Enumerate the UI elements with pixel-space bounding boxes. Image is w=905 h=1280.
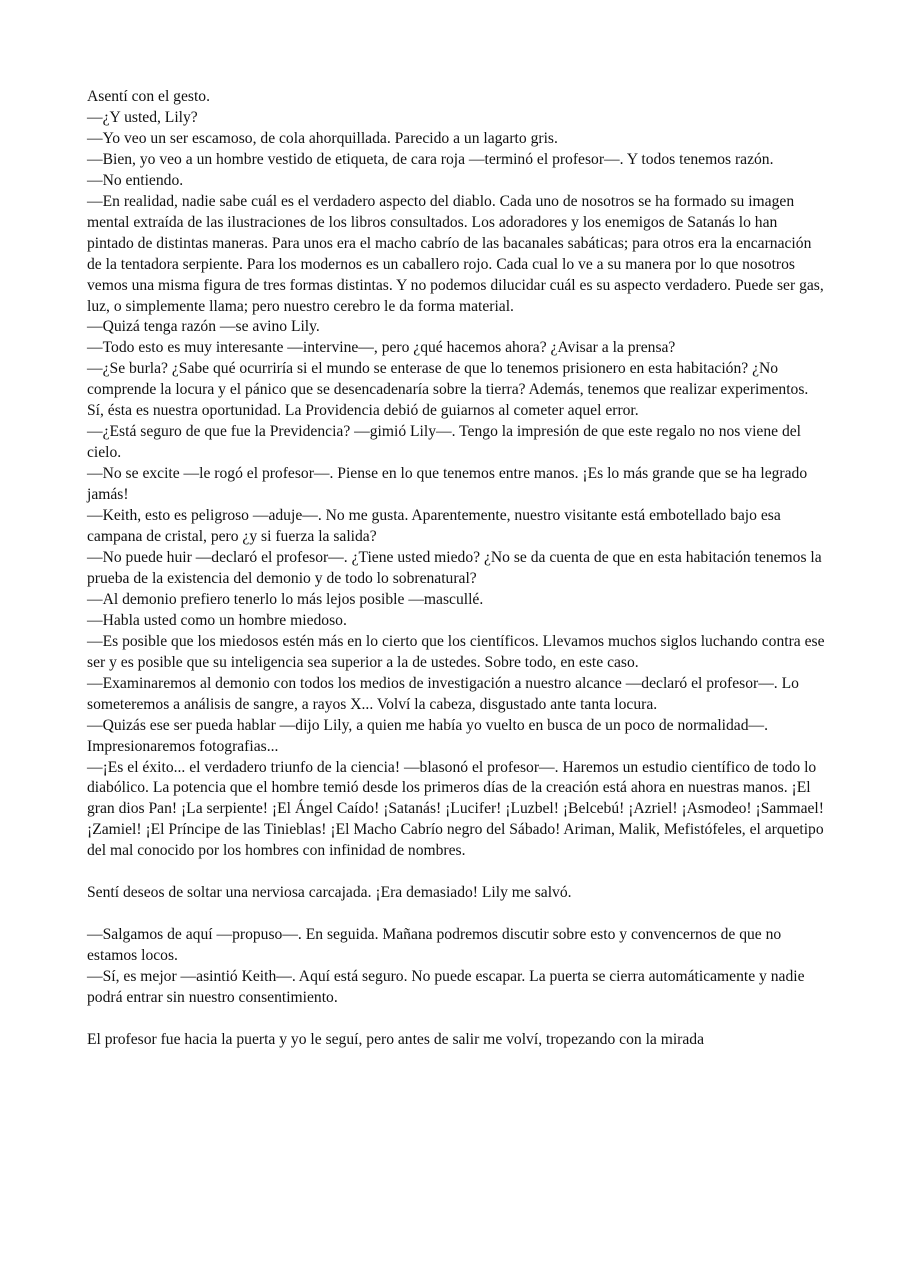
paragraph: —Sí, es mejor —asintió Keith—. Aquí está seguro. No puede escapar. La puerta se cierra automáticamente y nadie podrá entrar sin nuestro consentimiento. [87, 968, 805, 1006]
paragraph: —Es posible que los miedosos estén más en lo cierto que los científicos. Llevamos muchos siglos luchando contra ese ser y es posible que su inteligencia sea superior a la de ustedes. Sobre todo, en este caso. [87, 632, 825, 671]
paragraph: —Yo veo un ser escamoso, de cola ahorquillada. Parecido a un lagarto gris. [87, 129, 558, 147]
paragraph: —Al demonio prefiero tenerlo lo más lejos posible —mascullé. [87, 590, 484, 608]
paragraph: —Quizás ese ser pueda hablar —dijo Lily, a quien me había yo vuelto en busca de un poco de normalidad—. Impresionaremos fotografias... [87, 716, 769, 755]
paragraph: El profesor fue hacia la puerta y yo le seguí, pero antes de salir me volví, tropezando con la mirada [87, 1030, 705, 1048]
paragraph: —Examinaremos al demonio con todos los medios de investigación a nuestro alcance —declaró el profesor—. Lo someteremos a análisis de sangre, a rayos X... Volví la cabeza, disgustado ante tanta locura. [87, 674, 799, 713]
paragraph: Asentí con el gesto. [87, 88, 210, 105]
paragraph: —En realidad, nadie sabe cuál es el verdadero aspecto del diablo. Cada uno de nosotros se ha formado su imagen mental extraída de las ilustraciones de los libros consultados. Los adoradores y los enemigos de Satanás lo han pintado de distintas maneras. Para unos era el macho cabrío de las bacanales sabáticas; para otros era la encarnación de la tentadora serpiente. Para los modernos es un caballero rojo. Cada cual lo ve a su manera por lo que nosotros vemos una misma figura de tres formas distintas. Y no podemos dilucidar cuál es su aspecto verdadero. Puede ser gas, luz, o simplemente llama; pero nuestro cerebro le da forma material. [87, 192, 824, 315]
paragraph: —¿Se burla? ¿Sabe qué ocurriría si el mundo se enterase de que lo tenemos prisionero en esta habitación? ¿No comprende la locura y el pánico que se desencadenaría sobre la tierra? Además, tenemos que realizar experimentos. Sí, ésta es nuestra oportunidad. La Providencia debió de guiarnos al cometer aquel error. [87, 360, 809, 420]
paragraph: —Todo esto es muy interesante —intervine—, pero ¿qué hacemos ahora? ¿Avisar a la prensa? [87, 339, 676, 357]
paragraph: —Salgamos de aquí —propuso—. En seguida. Mañana podremos discutir sobre esto y convencernos de que no estamos locos. [87, 926, 782, 965]
paragraph: Sentí deseos de soltar una nerviosa carcajada. ¡Era demasiado! Lily me salvó. [87, 884, 572, 902]
paragraph: —Habla usted como un hombre miedoso. [87, 611, 347, 629]
paragraph: —Quizá tenga razón —se avino Lily. [87, 318, 320, 336]
paragraph: —¿Está seguro de que fue la Previdencia? —gimió Lily—. Tengo la impresión de que este regalo no nos viene del cielo. [87, 423, 801, 462]
paragraph: —No entiendo. [87, 171, 184, 189]
paragraph: —No se excite —le rogó el profesor—. Piense en lo que tenemos entre manos. ¡Es lo más grande que se ha legrado jamás! [87, 465, 808, 504]
document-body [87, 87, 827, 1051]
paragraph: —¡Es el éxito... el verdadero triunfo de la ciencia! —blasonó el profesor—. Haremos un estudio científico de todo lo diabólico. La potencia que el hombre temió desde los primeros días de la creación está ahora en nuestras manos. ¡El gran dios Pan! ¡La serpiente! ¡El Ángel Caído! ¡Satanás! ¡Lucifer! ¡Luzbel! ¡Belcebú! ¡Azriel! ¡Asmodeo! ¡Sammael! ¡Zamiel! ¡El Príncipe de las Tinieblas! ¡El Macho Cabrío negro del Sábado! Ariman, Malik, Mefistófeles, el arquetipo del mal conocido por los hombres con infinidad de nombres. [87, 758, 824, 860]
paragraph: —Keith, esto es peligroso —aduje—. No me gusta. Aparentemente, nuestro visitante está embotellado bajo esa campana de cristal, pero ¿y si fuerza la salida? [87, 507, 781, 546]
paragraph: —Bien, yo veo a un hombre vestido de etiqueta, de cara roja —terminó el profesor—. Y todos tenemos razón. [87, 150, 774, 168]
paragraph: —No puede huir —declaró el profesor—. ¿Tiene usted miedo? ¿No se da cuenta de que en esta habitación tenemos la prueba de la existencia del demonio y de todo lo sobrenatural? [87, 548, 822, 587]
paragraph: —¿Y usted, Lily? [87, 108, 198, 126]
